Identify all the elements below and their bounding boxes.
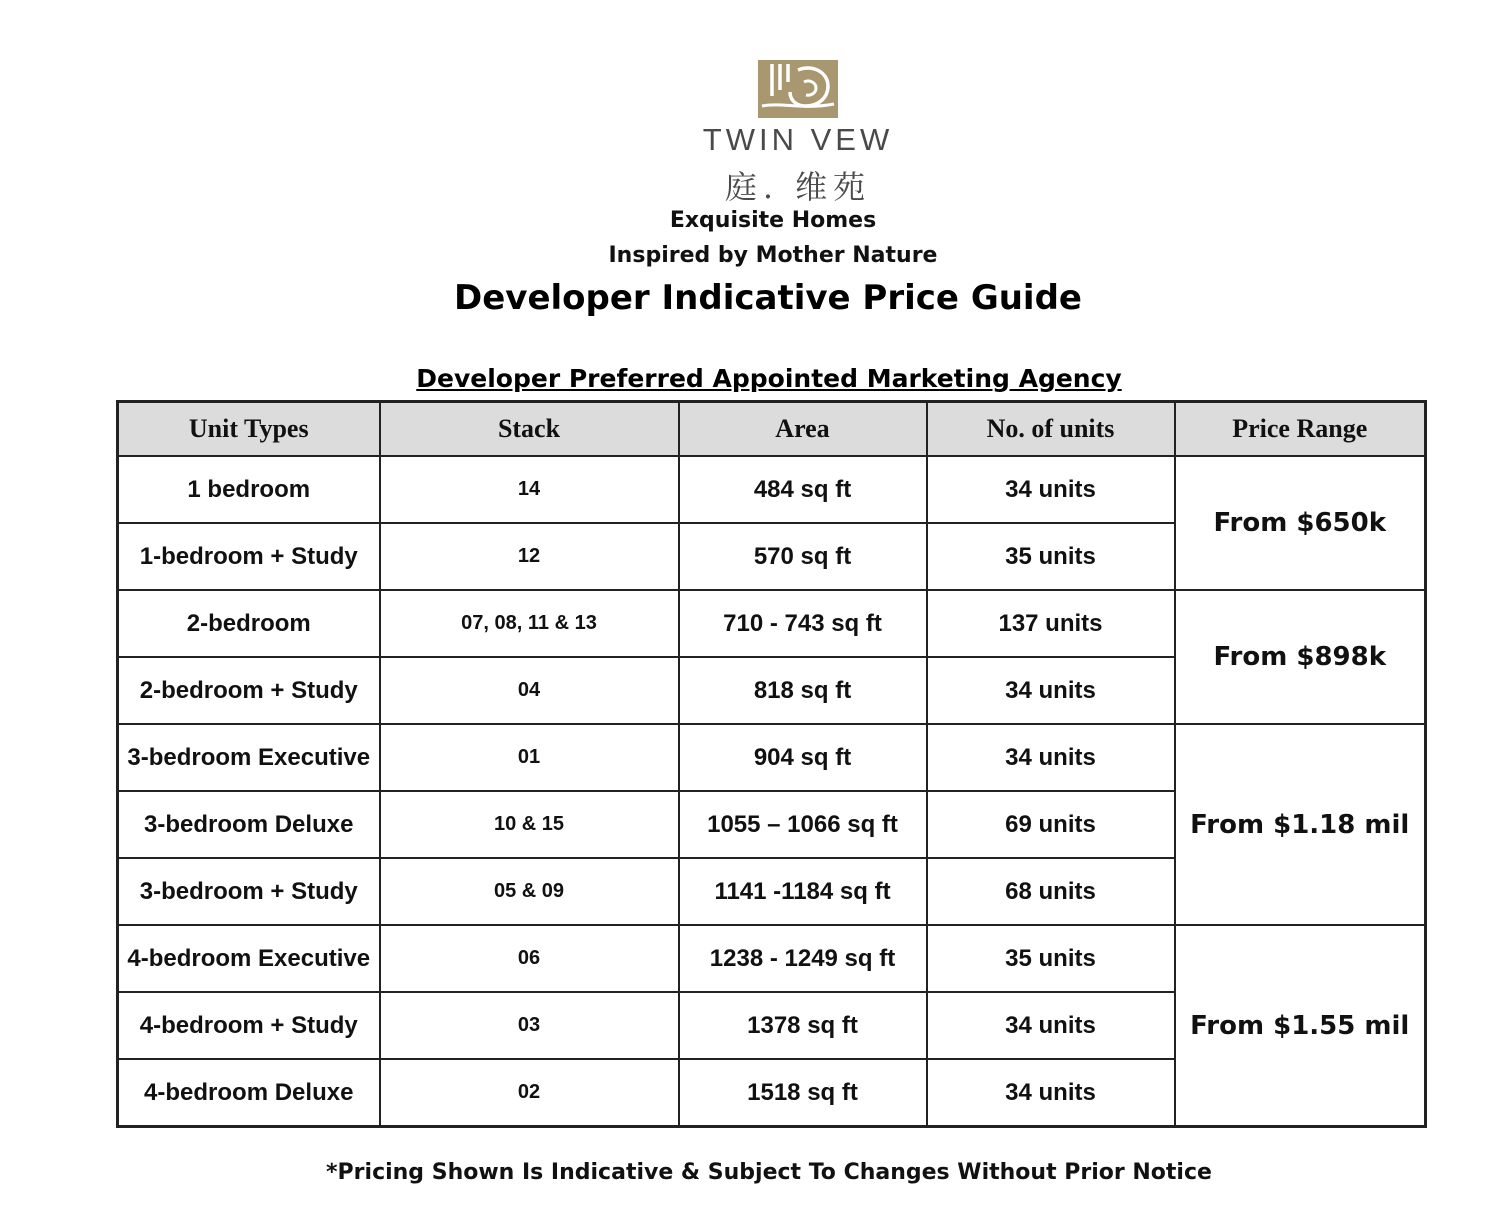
table-row [118,590,1426,657]
unit-type-cell: 2-bedroom [118,590,380,657]
brand-name: TWIN VEW [702,122,894,157]
agency-subtitle: Developer Preferred Appointed Marketing Agency [416,364,1122,393]
units-cell: 34 units [927,657,1175,724]
area-cell: 710 - 743 sq ft [679,590,927,657]
units-cell: 35 units [927,523,1175,590]
unit-type-cell: 1-bedroom + Study [118,523,380,590]
page-title: Developer Indicative Price Guide [454,278,1082,318]
area-cell: 484 sq ft [679,456,927,523]
price-range-cell: From $1.18 mil [1175,724,1426,925]
units-cell: 34 units [927,992,1175,1059]
stack-cell: 02 [380,1059,679,1127]
units-cell: 34 units [927,1059,1175,1127]
stack-cell: 03 [380,992,679,1059]
unit-type-cell: 2-bedroom + Study [118,657,380,724]
table-row [118,456,1426,523]
stack-cell: 07, 08, 11 & 13 [380,590,679,657]
unit-type-cell: 4-bedroom Deluxe [118,1059,380,1127]
brand-chinese-name: 庭. 维苑 [724,168,872,206]
units-cell: 34 units [927,724,1175,791]
area-cell: 818 sq ft [679,657,927,724]
column-header-stack: Stack [380,402,679,457]
unit-type-cell: 1 bedroom [118,456,380,523]
stack-cell: 14 [380,456,679,523]
area-cell: 1378 sq ft [679,992,927,1059]
column-header-area: Area [679,402,927,457]
area-cell: 570 sq ft [679,523,927,590]
price-range-cell: From $1.55 mil [1175,925,1426,1127]
area-cell: 1238 - 1249 sq ft [679,925,927,992]
stack-cell: 05 & 09 [380,858,679,925]
table-row [118,925,1426,992]
units-cell: 137 units [927,590,1175,657]
units-cell: 35 units [927,925,1175,992]
table-header-row [118,402,1426,457]
area-cell: 904 sq ft [679,724,927,791]
table-row [118,724,1426,791]
unit-type-cell: 4-bedroom Executive [118,925,380,992]
price-table [116,400,1427,1128]
column-header-units: No. of units [927,402,1175,457]
stack-cell: 01 [380,724,679,791]
unit-type-cell: 3-bedroom Executive [118,724,380,791]
stack-cell: 10 & 15 [380,791,679,858]
column-header-price-range: Price Range [1175,402,1426,457]
column-header-unit-types: Unit Types [118,402,380,457]
price-range-cell: From $650k [1175,456,1426,590]
area-cell: 1055 – 1066 sq ft [679,791,927,858]
unit-type-cell: 3-bedroom + Study [118,858,380,925]
units-cell: 68 units [927,858,1175,925]
area-cell: 1518 sq ft [679,1059,927,1127]
units-cell: 69 units [927,791,1175,858]
pricing-disclaimer: *Pricing Shown Is Indicative & Subject To Changes Without Prior Notice [326,1160,1212,1185]
stack-cell: 12 [380,523,679,590]
price-range-cell: From $898k [1175,590,1426,724]
stack-cell: 04 [380,657,679,724]
tagline-line-2: Inspired by Mother Nature [608,243,938,268]
brand-logo [758,60,838,118]
stack-cell: 06 [380,925,679,992]
area-cell: 1141 -1184 sq ft [679,858,927,925]
tagline-line-1: Exquisite Homes [669,208,877,233]
units-cell: 34 units [927,456,1175,523]
unit-type-cell: 3-bedroom Deluxe [118,791,380,858]
unit-type-cell: 4-bedroom + Study [118,992,380,1059]
